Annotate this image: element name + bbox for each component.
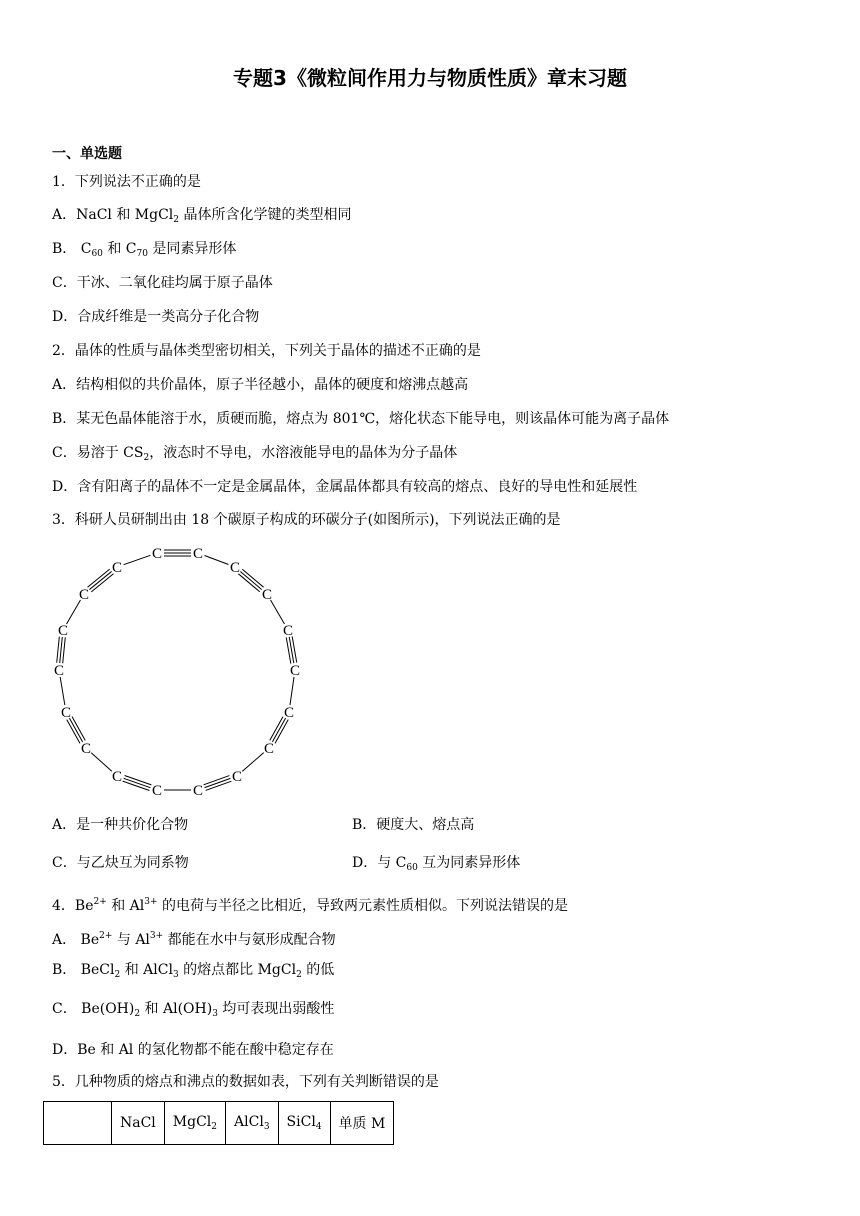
q1-option-b: B． $C_{60}$ 和 $C_{70}$ 是同素异形体 bbox=[52, 241, 237, 259]
table-header-cell bbox=[44, 1102, 112, 1145]
q5-stem: 5．几种物质的熔点和沸点的数据如表，下列有关判断错误的是 bbox=[52, 1074, 439, 1090]
triple-bond-line bbox=[270, 717, 283, 741]
table-header-cell: 单质 M bbox=[330, 1102, 394, 1145]
carbon-atom-label: C bbox=[283, 705, 295, 721]
triple-bond-line bbox=[89, 571, 111, 589]
q4-option-d: D．Be 和 Al 的氢化物都不能在酸中稳定存在 bbox=[52, 1042, 334, 1058]
q2-option-d: D．含有阳离子的晶体不一定是金属晶体，金属晶体都具有较高的熔点、良好的导电性和延展性 bbox=[52, 479, 638, 495]
single-bond-line bbox=[271, 600, 285, 624]
document-title: 专题3《微粒间作用力与物质性质》章末习题 bbox=[233, 66, 627, 90]
single-bond-line bbox=[124, 555, 151, 564]
cyclocarbon-structure-diagram bbox=[40, 540, 320, 805]
q2-option-b: B．某无色晶体能溶于水，质硬而脆，熔点为 801℃，熔化状态下能导电，则该晶体可能为离子晶体 bbox=[52, 411, 670, 427]
single-bond-line bbox=[91, 753, 112, 772]
carbon-atom-label: C bbox=[60, 705, 72, 721]
q3-option-b: B．硬度大、熔点高 bbox=[352, 817, 475, 833]
carbon-atom-label: C bbox=[231, 769, 243, 785]
single-bond-line bbox=[60, 677, 65, 705]
carbon-atom-label: C bbox=[53, 663, 65, 679]
single-bond-line bbox=[290, 677, 294, 705]
triple-bond-line bbox=[69, 718, 82, 742]
q1-option-a: A．NaCl 和 MgCl$_2$ 晶体所含化学键的类型相同 bbox=[52, 207, 352, 225]
single-bond-line bbox=[205, 555, 229, 564]
q3-option-a: A．是一种共价化合物 bbox=[52, 817, 189, 833]
carbon-atom-label: C bbox=[289, 663, 301, 679]
q2-option-c: C．易溶于 $CS_2$，液态时不导电，水溶液能导电的晶体为分子晶体 bbox=[52, 445, 458, 463]
carbon-atom-label: C bbox=[192, 783, 204, 799]
triple-bond-line bbox=[238, 574, 259, 592]
q4-option-a: A． $Be^{2+}$ 与 $Al^{3+}$ 都能在水中与氨形成配合物 bbox=[52, 931, 336, 948]
q2-option-a: A．结构相似的共价晶体，原子半径越小，晶体的硬度和熔沸点越高 bbox=[52, 377, 469, 393]
carbon-atom-label: C bbox=[78, 587, 90, 603]
carbon-atom-label: C bbox=[263, 741, 275, 757]
q4-stem: 4．$Be^{2+}$ 和 $Al^{3+}$ 的电荷与半径之比相近，导致两元素性质相似。下列说法错误的是 bbox=[52, 897, 568, 914]
carbon-atom-label: C bbox=[282, 623, 294, 639]
carbon-atom-label: C bbox=[229, 560, 241, 576]
single-bond-line bbox=[242, 753, 263, 772]
triple-bond-line bbox=[60, 637, 63, 663]
table-header-cell: MgCl$_2$ bbox=[164, 1102, 225, 1145]
carbon-atom-label: C bbox=[151, 546, 163, 562]
carbon-atom-label: C bbox=[111, 560, 123, 576]
triple-bond-line bbox=[242, 569, 263, 587]
single-bond-line bbox=[67, 600, 81, 624]
carbon-atom-label: C bbox=[261, 587, 273, 603]
q5-data-table bbox=[43, 1101, 394, 1145]
section-heading: 一、单选题 bbox=[52, 146, 122, 162]
carbon-atom-label: C bbox=[151, 783, 163, 799]
table-header-cell: NaCl bbox=[112, 1102, 165, 1145]
triple-bond-line bbox=[72, 717, 85, 741]
triple-bond-line bbox=[63, 637, 66, 663]
q1-option-d: D．合成纤维是一类高分子化合物 bbox=[52, 309, 260, 325]
triple-bond-line bbox=[57, 637, 60, 663]
q3-stem: 3．科研人员研制出由 18 个碳原子构成的环碳分子(如图所示)，下列说法正确的是 bbox=[52, 512, 561, 528]
table-header-row bbox=[44, 1102, 394, 1145]
q1-stem: 1．下列说法不正确的是 bbox=[52, 174, 201, 190]
q2-stem: 2．晶体的性质与晶体类型密切相关，下列关于晶体的描述不正确的是 bbox=[52, 343, 481, 359]
carbon-atom-label: C bbox=[192, 546, 204, 562]
q4-option-c: C． $Be(OH)_2$ 和 $Al(OH)_3$ 均可表现出弱酸性 bbox=[52, 1001, 335, 1019]
table-header-cell: AlCl$_3$ bbox=[226, 1102, 279, 1145]
carbon-atom-label: C bbox=[80, 741, 92, 757]
triple-bond-line bbox=[275, 720, 288, 744]
carbon-atom-label: C bbox=[111, 769, 123, 785]
q1-option-c: C．干冰、二氧化硅均属于原子晶体 bbox=[52, 275, 273, 291]
q3-option-d: D．与 $C_{60}$ 互为同素异形体 bbox=[352, 855, 521, 873]
table-header-cell: SiCl$_4$ bbox=[278, 1102, 330, 1145]
q3-option-c: C．与乙炔互为同系物 bbox=[52, 855, 189, 871]
triple-bond-line bbox=[88, 569, 110, 587]
carbon-atom-label: C bbox=[57, 623, 69, 639]
q4-option-b: B． BeCl$_2$ 和 AlCl$_3$ 的熔点都比 MgCl$_2$ 的低 bbox=[52, 962, 335, 980]
triple-bond-line bbox=[91, 574, 113, 592]
triple-bond-line bbox=[67, 720, 80, 744]
triple-bond-line bbox=[272, 718, 285, 742]
triple-bond-line bbox=[240, 572, 261, 590]
